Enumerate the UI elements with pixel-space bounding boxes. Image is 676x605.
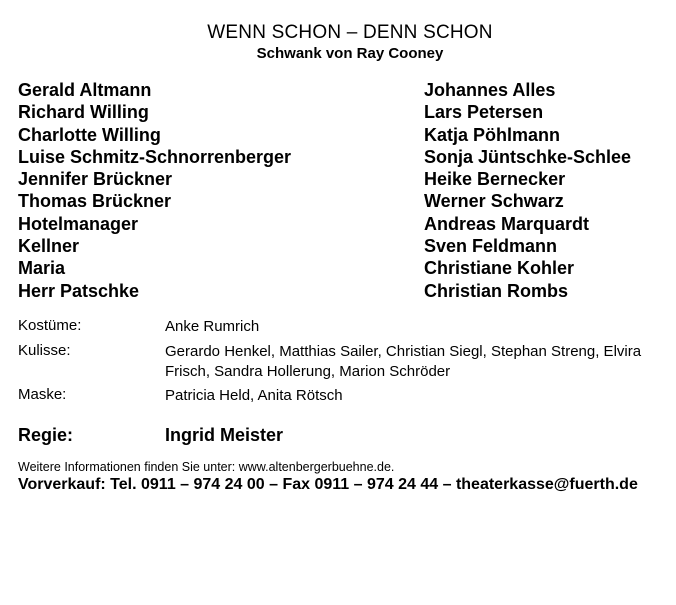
cast-row: [18, 125, 668, 147]
cast-row: [18, 258, 668, 280]
crew-label: Kostüme:: [18, 317, 82, 334]
cast-actor: Christiane Kohler: [424, 258, 575, 279]
crew-row-maske: [18, 386, 668, 410]
cast-role: Gerald Altmann: [18, 80, 152, 100]
cast-row: [18, 281, 668, 303]
cast-row: [18, 80, 668, 102]
page-subtitle: Schwank von Ray Cooney: [256, 45, 444, 62]
cast-row: [18, 191, 668, 213]
crew-label: Kulisse:: [18, 342, 71, 359]
crew-row-kostueme: [18, 317, 668, 342]
crew-value: Anke Rumrich: [165, 318, 260, 335]
cast-row: [18, 147, 668, 169]
cast-role: Kellner: [18, 236, 80, 257]
cast-role: Maria: [18, 258, 66, 279]
cast-actor: Sven Feldmann: [424, 236, 558, 257]
cast-role: Luise Schmitz-Schnorrenberger: [18, 146, 292, 167]
cast-role: Richard Willing: [18, 102, 149, 123]
cast-role: Jennifer Brückner: [18, 169, 173, 190]
cast-actor: Sonja Jüntschke-Schlee: [424, 146, 632, 167]
cast-role: Hotelmanager: [18, 213, 139, 234]
cast-list: [18, 80, 668, 303]
cast-role: Herr Patschke: [18, 280, 140, 301]
crew-value: Gerardo Henkel, Matthias Sailer, Christian Siegl, Stephan Streng, Elvira Frisch, Sandra Hollerung, Marion Schröder: [165, 343, 642, 380]
presale-contact: Vorverkauf: Tel. 0911 – 974 24 00 – Fax 0911 – 974 24 44 – theaterkasse@fuerth.de: [18, 476, 638, 493]
cast-row: [18, 236, 668, 258]
cast-actor: Heike Bernecker: [424, 169, 566, 190]
cast-row: [18, 169, 668, 191]
cast-row: [18, 102, 668, 124]
crew-label: Maske:: [18, 386, 67, 403]
cast-role: Thomas Brückner: [18, 191, 172, 212]
cast-role: Charlotte Willing: [18, 124, 161, 145]
info-text: Weitere Informationen finden Sie unter: www.altenbergerbuehne.de.: [18, 460, 395, 474]
cast-actor: Christian Rombs: [424, 280, 569, 301]
cast-actor: Andreas Marquardt: [424, 213, 590, 234]
crew-row-kulisse: [18, 342, 668, 386]
cast-actor: Lars Petersen: [424, 102, 544, 123]
page-title: WENN SCHON – DENN SCHON: [207, 22, 493, 43]
cast-actor: Katja Pöhlmann: [424, 124, 561, 145]
director-name: Ingrid Meister: [165, 425, 284, 445]
cast-row: [18, 214, 668, 236]
director-label: Regie:: [18, 425, 74, 445]
crew-value: Patricia Held, Anita Rötsch: [165, 387, 343, 404]
cast-actor: Johannes Alles: [424, 80, 556, 100]
cast-actor: Werner Schwarz: [424, 191, 564, 212]
crew-list: [18, 317, 668, 410]
